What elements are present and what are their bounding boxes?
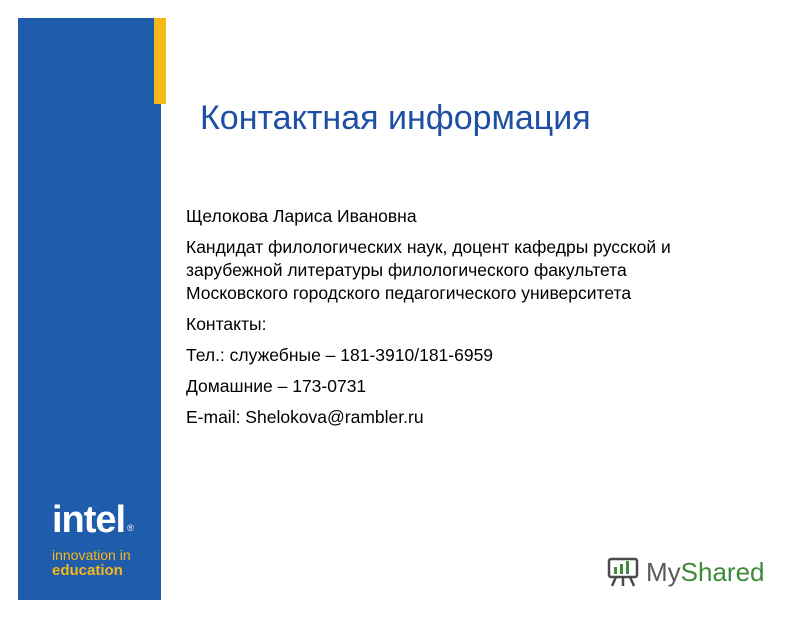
registered-mark-icon: ®	[127, 523, 133, 533]
work-phone: Тел.: служебные – 181-3910/181-6959	[186, 345, 494, 365]
logo-tagline-2: education	[52, 562, 123, 579]
intel-wordmark-text: intel	[52, 499, 126, 541]
myshared-watermark	[606, 552, 765, 592]
contact-body	[186, 205, 706, 437]
contact-name: Щелокова Лариса Ивановна	[186, 206, 417, 226]
presentation-board-icon	[606, 555, 640, 589]
page-title: Контактная информация	[200, 99, 591, 137]
contact-position: Кандидат филологических наук, доцент кафедры русской и зарубежной литературы филологического факультета Московского городского педагогического университета	[186, 237, 671, 303]
watermark-my: My	[646, 557, 681, 587]
intel-logo	[52, 500, 162, 579]
email-line: E-mail: Shelokova@rambler.ru	[186, 407, 424, 427]
home-phone: Домашние – 173-0731	[186, 376, 367, 396]
watermark-text	[646, 557, 765, 587]
contacts-heading: Контакты:	[186, 314, 267, 334]
watermark-shared: Shared	[680, 557, 765, 587]
intel-wordmark	[52, 500, 162, 540]
logo-tagline-1: innovation in	[52, 547, 131, 563]
accent-bar	[154, 18, 166, 104]
